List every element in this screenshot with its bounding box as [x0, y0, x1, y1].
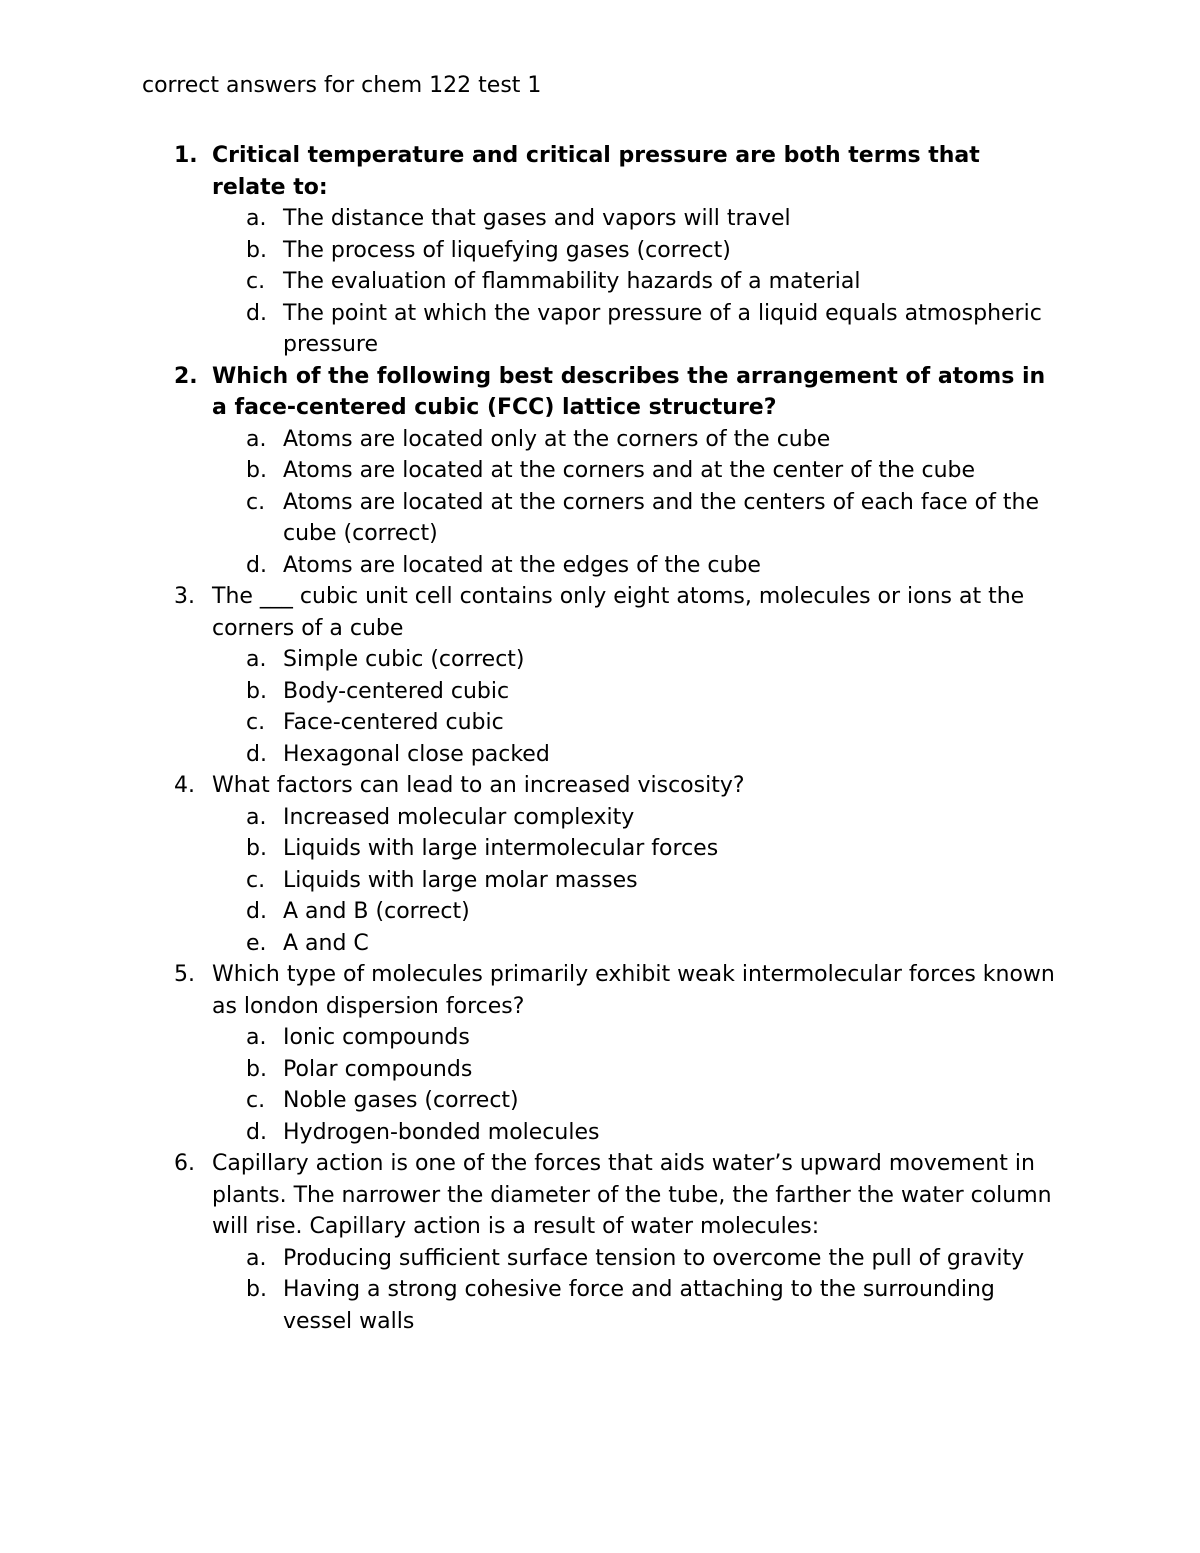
option-text: Atoms are located only at the corners of the cube	[283, 426, 831, 452]
option-item	[212, 707, 1060, 739]
option-item	[212, 1085, 1060, 1117]
option-item	[212, 550, 1060, 582]
question-number: 3.	[174, 584, 195, 609]
option-text: Ionic compounds	[283, 1025, 470, 1050]
question-item	[0, 361, 1200, 582]
question-text: Critical temperature and critical pressure are both terms that relate to:	[212, 143, 980, 200]
option-item	[212, 1022, 1060, 1054]
option-letter: b.	[246, 458, 267, 483]
option-letter: d.	[246, 552, 267, 578]
option-text: Atoms are located at the edges of the cube	[283, 552, 761, 578]
option-text: The process of liquefying gases (correct)	[283, 237, 731, 263]
option-letter: b.	[246, 678, 267, 704]
option-letter: c.	[246, 867, 266, 893]
option-item	[212, 644, 1060, 676]
option-list	[212, 802, 1060, 960]
question-text: The ___ cubic unit cell contains only eight atoms, molecules or ions at the corners of a cube	[212, 584, 1025, 641]
option-letter: b.	[246, 836, 267, 861]
question-text: Which type of molecules primarily exhibit weak intermolecular forces known as london dispersion forces?	[212, 962, 1055, 1019]
option-letter: d.	[246, 300, 267, 326]
option-item	[212, 203, 1060, 235]
option-letter: b.	[246, 1277, 267, 1302]
option-text: A and C	[283, 930, 369, 956]
option-text: The point at which the vapor pressure of a liquid equals atmospheric pressure	[283, 300, 1042, 357]
question-number: 4.	[174, 773, 195, 798]
option-letter: d.	[246, 1119, 267, 1145]
option-item	[212, 235, 1060, 267]
option-letter: a.	[246, 1025, 267, 1050]
question-item	[0, 959, 1200, 1148]
option-text: Liquids with large intermolecular forces	[283, 836, 719, 861]
option-item	[212, 1117, 1060, 1149]
option-letter: a.	[246, 206, 267, 231]
option-letter: a.	[246, 426, 267, 452]
option-item	[212, 266, 1060, 298]
question-number: 5.	[174, 962, 195, 987]
option-letter: a.	[246, 804, 267, 830]
option-item	[212, 802, 1060, 834]
option-letter: c.	[246, 1088, 266, 1113]
option-text: Simple cubic (correct)	[283, 647, 525, 672]
option-item	[212, 1054, 1060, 1086]
option-text: Liquids with large molar masses	[283, 867, 638, 893]
option-item	[212, 676, 1060, 708]
option-letter: d.	[246, 899, 267, 924]
option-text: The evaluation of flammability hazards of a material	[283, 269, 861, 294]
option-text: Hexagonal close packed	[283, 741, 550, 767]
option-letter: a.	[246, 1245, 267, 1271]
question-item	[0, 140, 1200, 361]
option-item	[212, 739, 1060, 771]
option-list	[212, 424, 1060, 582]
option-letter: c.	[246, 710, 266, 735]
option-list	[212, 203, 1060, 361]
option-item	[212, 1274, 1060, 1337]
option-item	[212, 1243, 1060, 1275]
option-item	[212, 833, 1060, 865]
option-item	[212, 896, 1060, 928]
option-text: Producing sufficient surface tension to overcome the pull of gravity	[283, 1245, 1025, 1271]
option-text: Increased molecular complexity	[283, 804, 635, 830]
option-text: Hydrogen-bonded molecules	[283, 1119, 600, 1145]
option-item	[212, 865, 1060, 897]
option-letter: d.	[246, 741, 267, 767]
option-text: Having a strong cohesive force and attaching to the surrounding vessel walls	[283, 1277, 995, 1334]
question-number: 1.	[174, 143, 198, 168]
question-item	[0, 1148, 1200, 1337]
question-text: Which of the following best describes the arrangement of atoms in a face-centered cubic (FCC) lattice structure?	[212, 363, 1046, 420]
option-item	[212, 928, 1060, 960]
option-letter: c.	[246, 489, 266, 515]
option-text: Noble gases (correct)	[283, 1088, 519, 1113]
option-item	[212, 455, 1060, 487]
question-text: What factors can lead to an increased viscosity?	[212, 773, 745, 798]
option-text: The distance that gases and vapors will travel	[283, 206, 791, 231]
option-item	[212, 424, 1060, 456]
option-list	[212, 1022, 1060, 1148]
option-list	[212, 644, 1060, 770]
option-text: Body-centered cubic	[283, 678, 510, 704]
option-letter: c.	[246, 269, 266, 294]
question-text: Capillary action is one of the forces that aids water’s upward movement in plants. The narrower the diameter of the tube, the farther the water column will rise. Capillary action is a result of water molecules:	[212, 1151, 1052, 1239]
question-list	[0, 140, 1200, 1337]
option-item	[212, 487, 1060, 550]
question-item	[0, 770, 1200, 959]
option-text: Face-centered cubic	[283, 710, 504, 735]
question-number: 6.	[174, 1151, 195, 1176]
question-number: 2.	[174, 363, 198, 389]
option-list	[212, 1243, 1060, 1338]
option-text: Atoms are located at the corners and at the center of the cube	[283, 458, 976, 483]
question-item	[0, 581, 1200, 770]
page-title: correct answers for chem 122 test 1	[142, 73, 542, 98]
option-text: Polar compounds	[283, 1056, 473, 1082]
option-letter: a.	[246, 647, 267, 672]
option-item	[212, 298, 1060, 361]
option-text: A and B (correct)	[283, 899, 470, 924]
option-text: Atoms are located at the corners and the centers of each face of the cube (correct)	[283, 489, 1039, 546]
option-letter: e.	[246, 930, 267, 956]
option-letter: b.	[246, 1056, 267, 1082]
option-letter: b.	[246, 237, 267, 263]
